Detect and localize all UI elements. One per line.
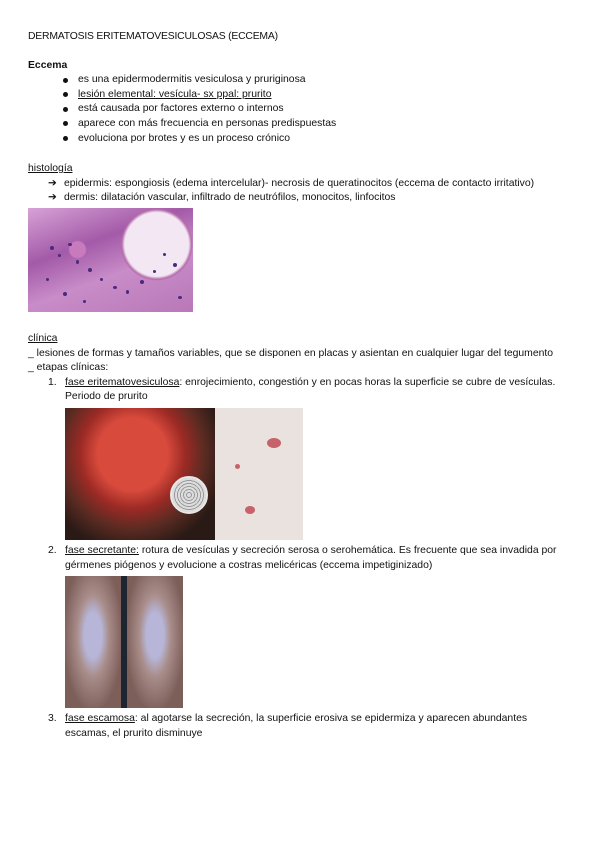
list-item: 1. fase eritematovesiculosa: enrojecimiento, congestión y en pocas horas la superficie se cubre de vesículas. Periodo de prurito bbox=[48, 376, 573, 540]
eczema-vesicular-photo bbox=[65, 408, 303, 540]
histologia-heading: histología bbox=[28, 163, 73, 175]
list-item: aparece con más frecuencia en personas predispuestas bbox=[63, 117, 573, 132]
eczema-secreting-photo bbox=[65, 576, 183, 708]
arrow-right-icon: ➔ bbox=[48, 177, 57, 189]
histologia-list bbox=[28, 177, 573, 206]
list-item: está causada por factores externo o internos bbox=[63, 102, 573, 117]
histology-image bbox=[28, 208, 193, 312]
clinica-line: _ etapas clínicas: bbox=[28, 362, 109, 374]
list-item: evoluciona por brotes y es un proceso crónico bbox=[63, 132, 573, 147]
list-item: es una epidermodermitis vesiculosa y pruriginosa bbox=[63, 73, 573, 88]
list-item: 2. fase secretante: rotura de vesículas y secreción serosa o serohemática. Es frecuente que sea invadida por gérmenes piógenos y evolucione a costras melicéricas (eccema impetiginizado) bbox=[48, 544, 573, 708]
list-item: 3. fase escamosa: al agotarse la secreción, la superficie erosiva se epidermiza y aparecen abundantes escamas, el prurito disminuye bbox=[48, 713, 528, 739]
clinica-line: _ lesiones de formas y tamaños variables, que se disponen en placas y asientan en cualquier lugar del tegumento bbox=[28, 347, 554, 359]
eccema-list bbox=[28, 73, 573, 146]
list-item: ➔ epidermis: espongiosis (edema intercelular)- necrosis de queratinocitos (eccema de contacto irritativo) bbox=[48, 177, 573, 192]
eccema-heading: Eccema bbox=[28, 59, 68, 71]
page-title: DERMATOSIS ERITEMATOVESICULOSAS (ECCEMA) bbox=[28, 31, 278, 42]
document-page bbox=[28, 30, 573, 741]
list-item: lesión elemental: vesícula- sx ppal: prurito bbox=[63, 88, 573, 103]
clinica-heading: clínica bbox=[28, 332, 58, 344]
arrow-right-icon: ➔ bbox=[48, 192, 57, 204]
list-item: ➔ dermis: dilatación vascular, infiltrado de neutrófilos, monocitos, linfocitos bbox=[48, 191, 573, 206]
stages-list bbox=[28, 376, 573, 742]
